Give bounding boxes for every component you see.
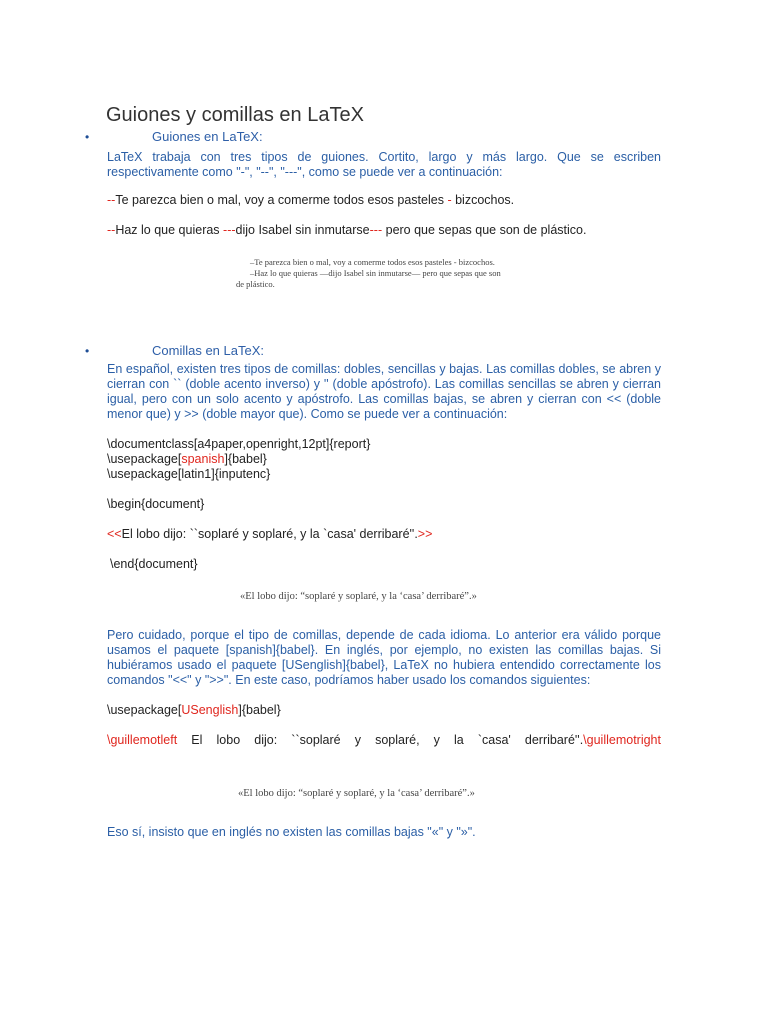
section-heading-guiones: Guiones en LaTeX: [152,129,263,144]
code-text: \usepackage[ [107,703,182,717]
guiones-example-2 [107,223,586,238]
dash-mark: -- [107,193,116,207]
section-heading-comillas: Comillas en LaTeX: [152,343,264,358]
example-text: Haz lo que quieras [115,223,224,237]
code-text: El lobo dijo: ``soplaré y soplaré, y la `casa' derribaré''. [177,733,584,747]
code-text: \usepackage[ [107,452,182,466]
latex-render-quote-spanish: «El lobo dijo: “soplaré y soplaré, y la ‘casa’ derribaré”.» [240,591,477,602]
example-text: pero que sepas que son de plástico. [382,223,587,237]
bullet-section-2: • [85,344,90,358]
code-line-usepackage-babel [107,452,267,467]
latex-render-line-2: –Haz lo que quieras —dijo Isabel sin inmutarse— pero que sepas que son [250,268,501,278]
example-text: Te parezca bien o mal, voy a comerme todos esos pasteles [115,193,448,207]
code-line-end-document: \end{document} [110,557,198,571]
guiones-intro: LaTeX trabaja con tres tipos de guiones. Cortito, largo y más largo. Que se escriben respectivamente como "-", "--", "---", como se puede ver a continuación: [107,150,661,179]
comillas-intro: En español, existen tres tipos de comillas: dobles, sencillas y bajas. Las comillas dobles, se abren y cierran con `` (doble acento inverso) y '' (doble apóstrofo). Las comillas sencillas se abren y cierran igual, pero con un solo acento y apóstrofo. Las comillas bajas, se abren y cierran con << (doble menor que) y >> (doble mayor que). Como se puede ver a continuación: [107,362,661,421]
code-highlight: >> [417,527,433,541]
closing-note: Eso sí, insisto que en inglés no existen las comillas bajas "«" y "»". [107,825,476,839]
code-line-usepackage-usenglish [107,703,281,718]
code-text: ]{babel} [238,703,281,717]
bullet-section-1: • [85,130,90,144]
example-text: bizcochos. [451,193,515,207]
code-highlight: spanish [181,452,225,466]
dash-mark: -- [107,223,116,237]
guiones-example-1 [107,193,514,208]
code-line-documentclass: \documentclass[a4paper,openright,12pt]{report} [107,437,371,451]
code-line-usepackage-inputenc: \usepackage[latin1]{inputenc} [107,467,271,481]
latex-render-line-1: –Te parezca bien o mal, voy a comerme todos esos pasteles - bizcochos. [250,257,495,267]
code-highlight: \guillemotright [583,733,661,747]
code-highlight: \guillemotleft [107,733,178,747]
example-text: dijo Isabel sin inmutarse [235,223,370,237]
latex-render-quote-english: «El lobo dijo: “soplaré y soplaré, y la ‘casa’ derribaré”.» [238,788,475,799]
code-highlight: USenglish [181,703,239,717]
dash-mark: - [447,193,452,207]
comillas-warning-paragraph: Pero cuidado, porque el tipo de comillas, depende de cada idioma. Lo anterior era válido porque usamos el paquete [spanish]{babel}. En inglés, por ejemplo, no existen las comillas bajas. Si hubiéramos usado el paquete [USenglish]{babel}, LaTeX no hubiera entendido correctamente los comandos "<<" y ">>". En este caso, podríamos haber usado los comandos siguientes: [107,628,661,687]
code-line-quote-example [107,527,432,542]
dash-mark: --- [369,223,383,237]
code-text: El lobo dijo: ``soplaré y soplaré, y la `casa' derribaré''. [121,527,418,541]
code-line-guillemot-example [107,733,661,748]
code-line-begin-document: \begin{document} [107,497,205,511]
dash-mark: --- [223,223,236,237]
code-highlight: << [107,527,122,541]
code-text: ]{babel} [224,452,267,466]
latex-render-line-3: de plástico. [236,279,275,289]
page-title: Guiones y comillas en LaTeX [106,104,364,126]
